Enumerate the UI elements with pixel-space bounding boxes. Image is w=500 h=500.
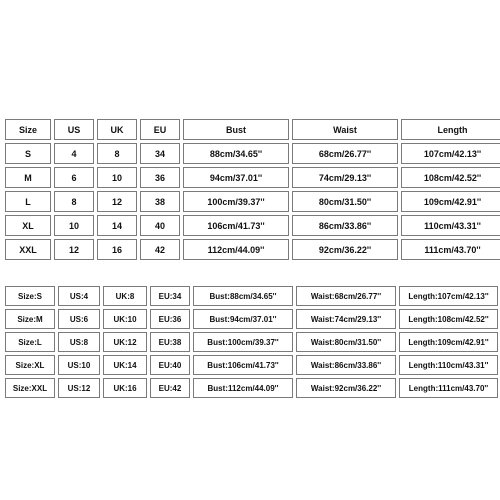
table-header-row xyxy=(5,119,500,140)
header-us: US xyxy=(54,119,94,140)
cell-eu: 34 xyxy=(140,143,180,164)
header-length: Length xyxy=(401,119,500,140)
cell-eu: 38 xyxy=(140,191,180,212)
cell-size: S xyxy=(5,143,51,164)
cell-eu: EU:34 xyxy=(150,286,190,306)
cell-us: US:10 xyxy=(58,355,100,375)
cell-bust: Bust:106cm/41.73'' xyxy=(193,355,293,375)
cell-us: US:6 xyxy=(58,309,100,329)
cell-eu: EU:38 xyxy=(150,332,190,352)
table-row xyxy=(5,309,498,329)
cell-length: Length:111cm/43.70'' xyxy=(399,378,498,398)
cell-bust: 112cm/44.09'' xyxy=(183,239,289,260)
cell-us: 10 xyxy=(54,215,94,236)
cell-length: 111cm/43.70'' xyxy=(401,239,500,260)
cell-eu: 40 xyxy=(140,215,180,236)
cell-bust: Bust:94cm/37.01'' xyxy=(193,309,293,329)
cell-waist: 68cm/26.77'' xyxy=(292,143,398,164)
header-size: Size xyxy=(5,119,51,140)
size-chart-table xyxy=(2,116,500,263)
cell-us: 8 xyxy=(54,191,94,212)
cell-us: 6 xyxy=(54,167,94,188)
cell-uk: UK:16 xyxy=(103,378,147,398)
cell-size: L xyxy=(5,191,51,212)
cell-us: 4 xyxy=(54,143,94,164)
cell-waist: Waist:86cm/33.86'' xyxy=(296,355,396,375)
cell-eu: EU:42 xyxy=(150,378,190,398)
table-row xyxy=(5,215,500,236)
cell-us: US:4 xyxy=(58,286,100,306)
table-row xyxy=(5,286,498,306)
cell-uk: UK:14 xyxy=(103,355,147,375)
cell-waist: 80cm/31.50'' xyxy=(292,191,398,212)
cell-size: Size:XXL xyxy=(5,378,55,398)
cell-bust: 106cm/41.73'' xyxy=(183,215,289,236)
cell-uk: UK:10 xyxy=(103,309,147,329)
table-row xyxy=(5,167,500,188)
cell-waist: Waist:80cm/31.50'' xyxy=(296,332,396,352)
cell-uk: 10 xyxy=(97,167,137,188)
cell-eu: 36 xyxy=(140,167,180,188)
table-row xyxy=(5,239,500,260)
cell-us: US:12 xyxy=(58,378,100,398)
cell-length: 108cm/42.52'' xyxy=(401,167,500,188)
table-row xyxy=(5,355,498,375)
cell-bust: Bust:112cm/44.09'' xyxy=(193,378,293,398)
cell-length: Length:110cm/43.31'' xyxy=(399,355,498,375)
cell-waist: 92cm/36.22'' xyxy=(292,239,398,260)
table-row xyxy=(5,143,500,164)
cell-size: XXL xyxy=(5,239,51,260)
cell-length: Length:107cm/42.13'' xyxy=(399,286,498,306)
cell-size: Size:L xyxy=(5,332,55,352)
cell-waist: 74cm/29.13'' xyxy=(292,167,398,188)
header-waist: Waist xyxy=(292,119,398,140)
header-bust: Bust xyxy=(183,119,289,140)
cell-uk: 14 xyxy=(97,215,137,236)
size-chart-labeled-table xyxy=(2,283,500,401)
header-eu: EU xyxy=(140,119,180,140)
cell-eu: EU:40 xyxy=(150,355,190,375)
cell-size: Size:S xyxy=(5,286,55,306)
cell-bust: 100cm/39.37'' xyxy=(183,191,289,212)
table-row xyxy=(5,332,498,352)
cell-eu: 42 xyxy=(140,239,180,260)
cell-length: Length:109cm/42.91'' xyxy=(399,332,498,352)
cell-length: Length:108cm/42.52'' xyxy=(399,309,498,329)
cell-length: 110cm/43.31'' xyxy=(401,215,500,236)
cell-bust: 88cm/34.65'' xyxy=(183,143,289,164)
cell-uk: UK:12 xyxy=(103,332,147,352)
cell-bust: Bust:88cm/34.65'' xyxy=(193,286,293,306)
cell-waist: Waist:74cm/29.13'' xyxy=(296,309,396,329)
cell-us: 12 xyxy=(54,239,94,260)
cell-size: Size:M xyxy=(5,309,55,329)
cell-bust: 94cm/37.01'' xyxy=(183,167,289,188)
cell-eu: EU:36 xyxy=(150,309,190,329)
cell-size: M xyxy=(5,167,51,188)
header-uk: UK xyxy=(97,119,137,140)
cell-waist: Waist:68cm/26.77'' xyxy=(296,286,396,306)
table-row xyxy=(5,378,498,398)
table-row xyxy=(5,191,500,212)
cell-size: XL xyxy=(5,215,51,236)
cell-uk: 16 xyxy=(97,239,137,260)
cell-waist: 86cm/33.86'' xyxy=(292,215,398,236)
cell-uk: UK:8 xyxy=(103,286,147,306)
cell-uk: 8 xyxy=(97,143,137,164)
cell-uk: 12 xyxy=(97,191,137,212)
cell-bust: Bust:100cm/39.37'' xyxy=(193,332,293,352)
cell-length: 107cm/42.13'' xyxy=(401,143,500,164)
cell-waist: Waist:92cm/36.22'' xyxy=(296,378,396,398)
cell-us: US:8 xyxy=(58,332,100,352)
cell-size: Size:XL xyxy=(5,355,55,375)
cell-length: 109cm/42.91'' xyxy=(401,191,500,212)
